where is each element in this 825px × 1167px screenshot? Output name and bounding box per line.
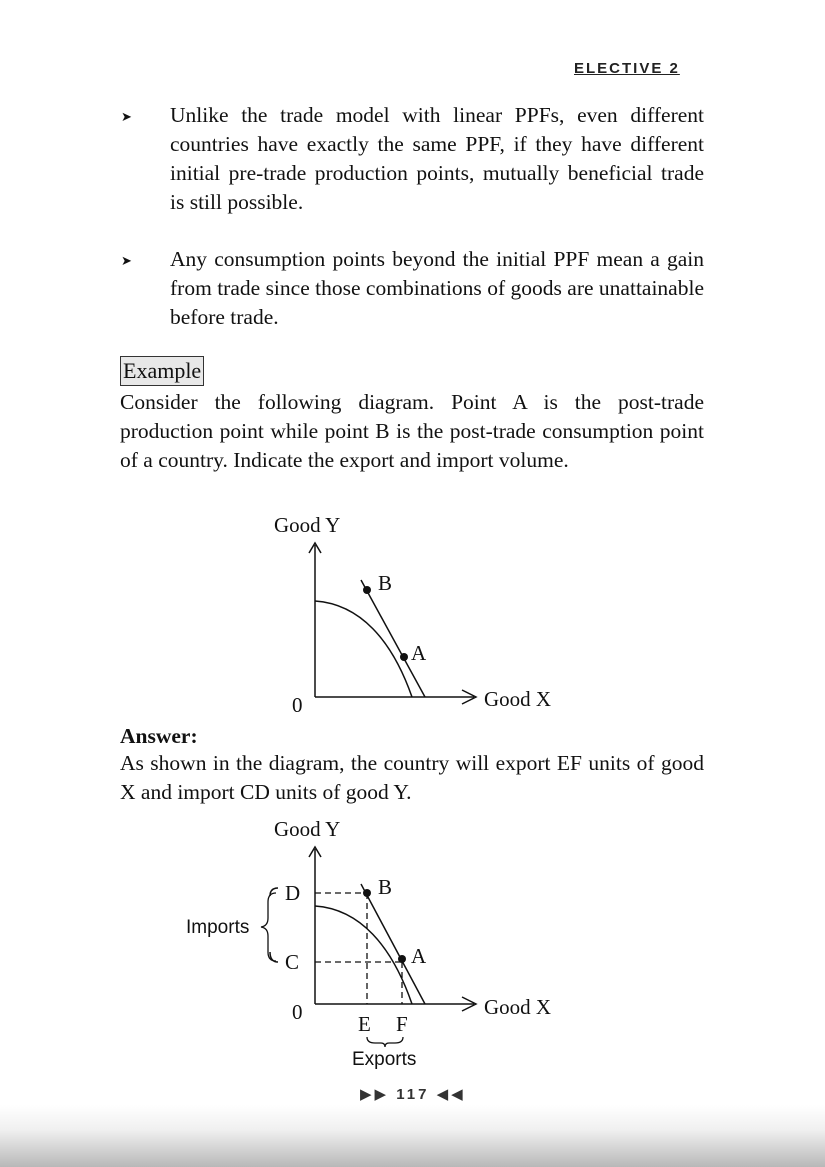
imports-label: Imports xyxy=(186,917,250,938)
bullet-text: Any consumption points beyond the initial PPF mean a gain from trade since those combinations of goods are unattainable before trade. xyxy=(170,247,704,329)
y-axis-label: Good Y xyxy=(274,513,341,537)
page-footer xyxy=(360,1085,466,1103)
ppf-curve xyxy=(315,906,412,1004)
point-a xyxy=(398,955,406,963)
point-b xyxy=(363,889,371,897)
origin-label: 0 xyxy=(292,1000,303,1024)
x-axis-label: Good X xyxy=(484,995,552,1019)
x-axis-label: Good X xyxy=(484,687,552,711)
label-d: D xyxy=(285,881,301,905)
arrow-bullet-icon: ➤ xyxy=(121,253,132,268)
bullet-text: Unlike the trade model with linear PPFs, even different countries have exactly the same PPF, if they have different initial pre-trade production points, mutually beneficial trade is still possible. xyxy=(170,103,704,214)
imports-brace-icon xyxy=(261,893,276,961)
answer-heading: Answer: xyxy=(120,724,198,748)
y-axis-label: Good Y xyxy=(274,817,341,841)
label-c: C xyxy=(285,950,300,974)
point-b-label: B xyxy=(378,875,393,899)
running-header: ELECTIVE 2 xyxy=(574,60,680,77)
example-text: Consider the following diagram. Point A is the post-trade production point while point B is the post-trade consumption point of a country. Indicate the export and import volume. xyxy=(120,390,704,472)
footer-right-marker-icon: ◀◀ xyxy=(436,1086,466,1103)
bottom-shadow xyxy=(0,1105,825,1167)
label-e: E xyxy=(358,1012,371,1036)
label-f: F xyxy=(396,1012,408,1036)
footer-left-marker-icon: ▶▶ xyxy=(360,1086,390,1103)
point-a-label: A xyxy=(411,944,427,968)
point-a-label: A xyxy=(411,641,427,665)
exports-label: Exports xyxy=(352,1049,417,1070)
example-label: Example xyxy=(120,356,204,386)
exports-brace-icon xyxy=(367,1037,403,1047)
point-b-label: B xyxy=(378,571,393,595)
origin-label: 0 xyxy=(292,693,303,717)
page-number: 117 xyxy=(396,1086,430,1103)
arrow-bullet-icon: ➤ xyxy=(121,109,132,124)
answer-text: As shown in the diagram, the country will export EF units of good X and import CD units of good Y. xyxy=(120,751,704,804)
